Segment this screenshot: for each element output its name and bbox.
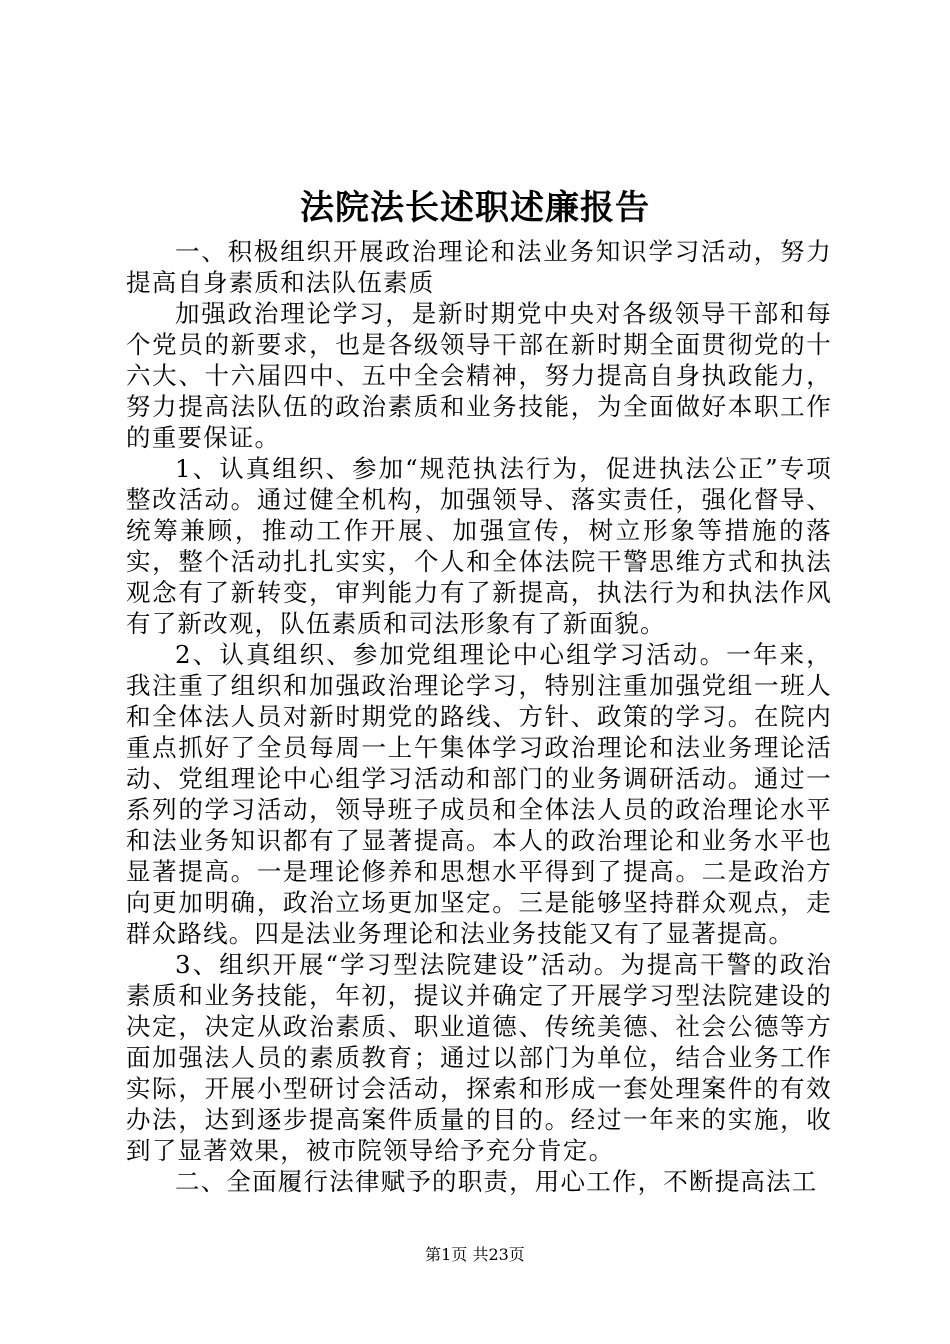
paragraph-intro: 加强政治理论学习，是新时期党中央对各级领导干部和每个党员的新要求，也是各级领导干部在新时期全面贯彻党的十六大、十六届四中、五中全会精神，努力提高自身执政能力，努力提高法队伍的政治素质和业务技能，为全面做好本职工作的重要保证。 xyxy=(126,299,832,452)
paragraph-item-1: 1、认真组织、参加“规范执法行为，促进执法公正”专项整改活动。通过健全机构，加强领导、落实责任，强化督导、统筹兼顾，推动工作开展、加强宣传，树立形象等措施的落实，整个活动扎扎实实，个人和全体法院干警思维方式和执法观念有了新转变，审判能力有了新提高，执法行为和执法作风有了新改观，队伍素质和司法形象有了新面貌。 xyxy=(126,454,832,638)
paragraph-item-3: 3、组织开展“学习型法院建设”活动。为提高干警的政治素质和业务技能，年初，提议并确定了开展学习型法院建设的决定，决定从政治素质、职业道德、传统美德、社会公德等方面加强法人员的素质教育；通过以部门为单位，结合业务工作实际，开展小型研讨会活动，探索和形成一套处理案件的有效办法，达到逐步提高案件质量的目的。经过一年来的实施，收到了显著效果，被市院领导给予充分肯定。 xyxy=(126,950,832,1165)
document-body xyxy=(126,236,832,1197)
page-footer: 第1页 共23页 xyxy=(425,1245,525,1264)
document-title: 法院法长述职述廉报告 xyxy=(300,188,650,228)
paragraph-item-2: 2、认真组织、参加党组理论中心组学习活动。一年来，我注重了组织和加强政治理论学习，特别注重加强党组一班人和全体法人员对新时期党的路线、方针、政策的学习。在院内重点抓好了全员每周一上午集体学习政治理论和法业务理论活动、党组理论中心组学习活动和部门的业务调研活动。通过一系列的学习活动，领导班子成员和全体法人员的政治理论水平和法业务知识都有了显著提高。本人的政治理论和业务水平也显著提高。一是理论修养和思想水平得到了提高。二是政治方向更加明确，政治立场更加坚定。三是能够坚持群众观点，走群众路线。四是法业务理论和法业务技能又有了显著提高。 xyxy=(126,640,832,948)
paragraph-section-1-heading: 一、积极组织开展政治理论和法业务知识学习活动，努力提高自身素质和法队伍素质 xyxy=(126,237,832,297)
paragraph-section-2-heading: 二、全面履行法律赋予的职责，用心工作，不断提高法工 xyxy=(175,1167,818,1196)
